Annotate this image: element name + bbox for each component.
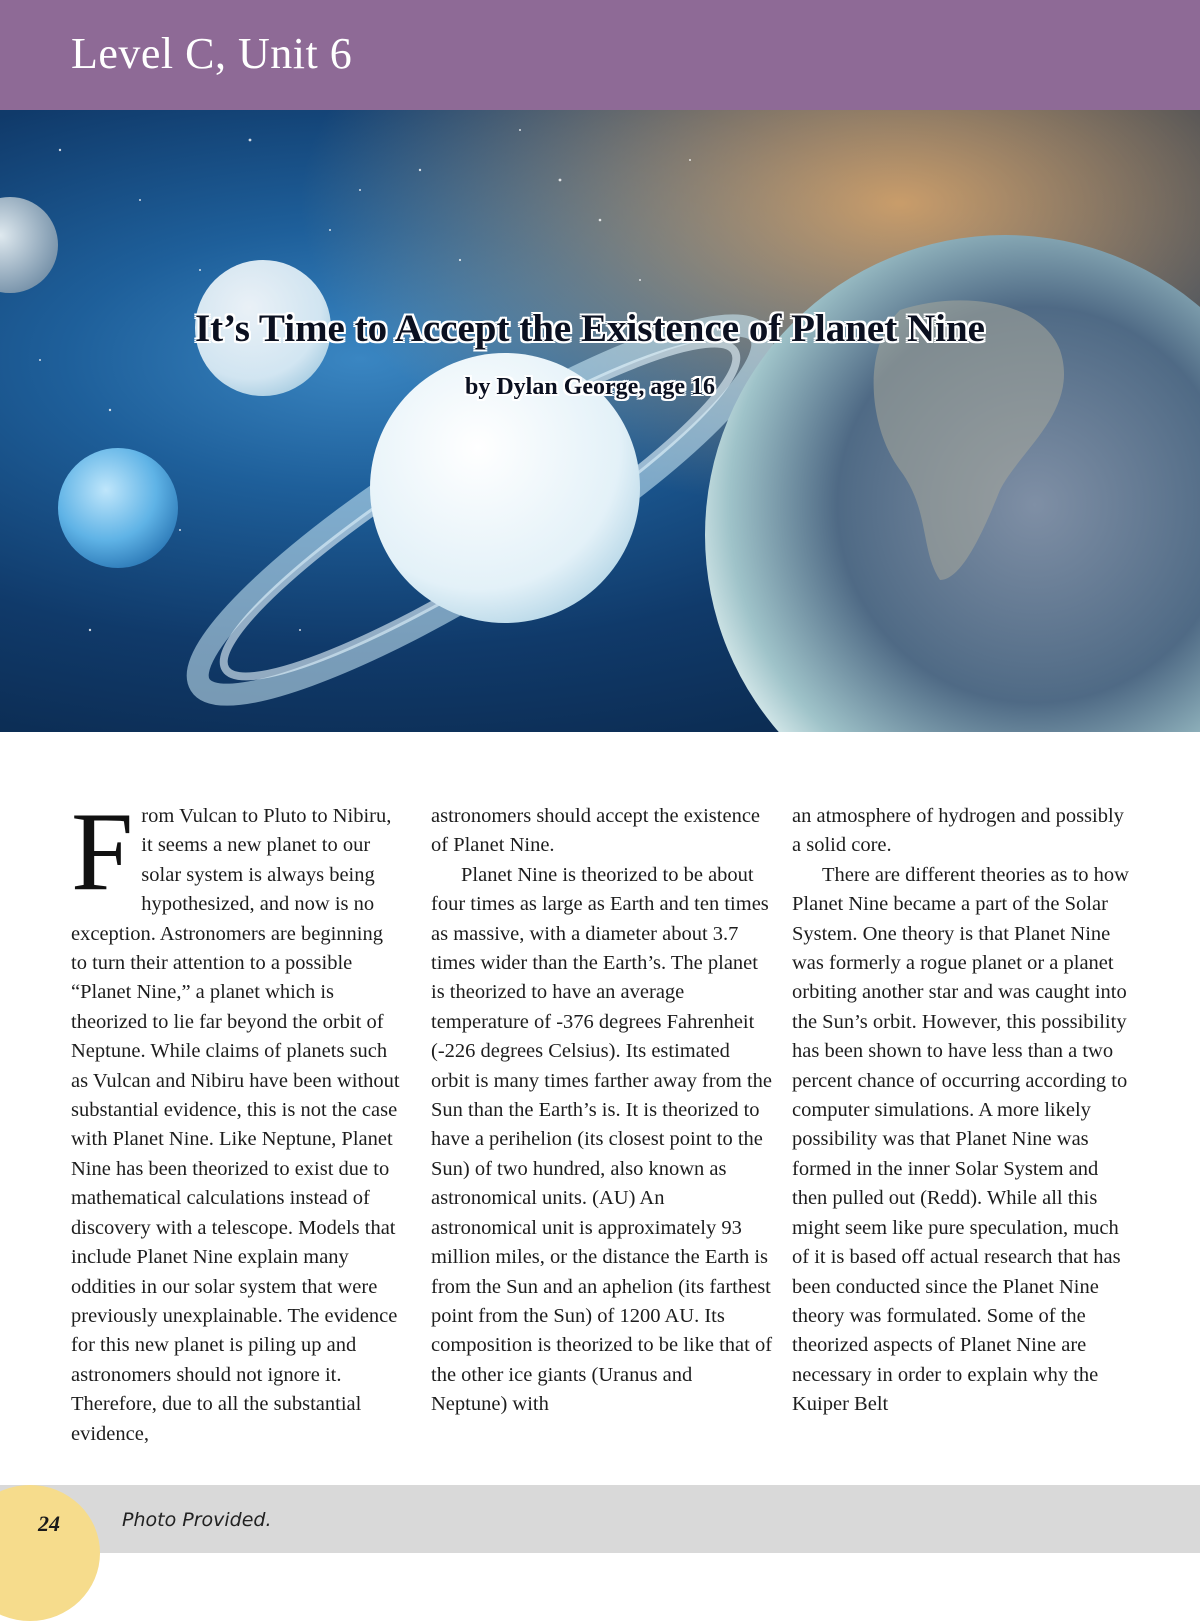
page-number: 24	[38, 1511, 60, 1536]
article-column-2	[431, 802, 773, 1420]
hero-image	[0, 110, 1200, 732]
article-column-3	[792, 802, 1132, 1420]
article-title: It’s Time to Accept the Existence of Planet Nine	[195, 307, 985, 350]
column-3-paragraph-2: There are different theories as to how Planet Nine became a part of the Solar System. One theory is that Planet Nine was formerly a rogue planet or a planet orbiting another star and was caught into the Sun’s orbit. However, this possibility has been shown to have less than a two percent chance of occurring according to computer simulations. A more likely possibility was that Planet Nine was formed in the inner Solar System and then pulled out (Redd). While all this might seem like pure speculation, much of it is based off actual research that has been conducted since the Planet Nine theory was formulated. Some of the theorized aspects of Planet Nine are necessary in order to explain why the Kuiper Belt	[792, 863, 1129, 1416]
byline: by Dylan George, age 16	[465, 374, 715, 400]
drop-cap: F	[71, 790, 134, 914]
unit-label: Level C, Unit 6	[71, 29, 353, 78]
column-2-paragraph-1: astronomers should accept the existence of Planet Nine.	[431, 805, 761, 857]
photo-credit: Photo Provided.	[122, 1509, 272, 1531]
header-bar	[0, 0, 1200, 110]
space-illustration	[0, 110, 1200, 732]
column-2-paragraph-2: Planet Nine is theorized to be about four times as large as Earth and ten times as massive, with a diameter about 3.7 times wider than the Earth’s. The planet is theorized to have an average temperature of -376 degrees Fahrenheit (-226 degrees Celsius). Its estimated orbit is many times farther away from the Sun than the Earth’s is. It is theorized to have a perihelion (its closest point to the Sun) of two hundred, also known as astronomical units. (AU) An astronomical unit is approximately 93 million miles, or the distance the Earth is from the Sun and an aphelion (its farthest point from the Sun) of 1200 AU. Its composition is theorized to be like that of the other ice giants (Uranus and Neptune) with	[431, 863, 773, 1416]
column-3-paragraph-1: an atmosphere of hydrogen and possibly a solid core.	[792, 805, 1124, 857]
article-column-1	[71, 790, 404, 1449]
blue-planet	[58, 448, 178, 568]
column-1-paragraph-1: rom Vulcan to Pluto to Nibiru, it seems a new planet to our solar system is always being hypothesized, and now is no exception. Astronomers are beginning to turn their attention to a possible “Planet Nine,” a planet which is theorized to lie far beyond the orbit of Neptune. While claims of planets such as Vulcan and Nibiru have been without substantial evidence, this is not the case with Planet Nine. Like Neptune, Planet Nine has been theorized to exist due to mathematical calculations instead of discovery with a telescope. Models that include Planet Nine explain many oddities in our solar system that were previously unexplainable. The evidence for this new planet is piling up and astronomers should not ignore it. Therefore, due to all the substantial evidence,	[71, 805, 400, 1445]
